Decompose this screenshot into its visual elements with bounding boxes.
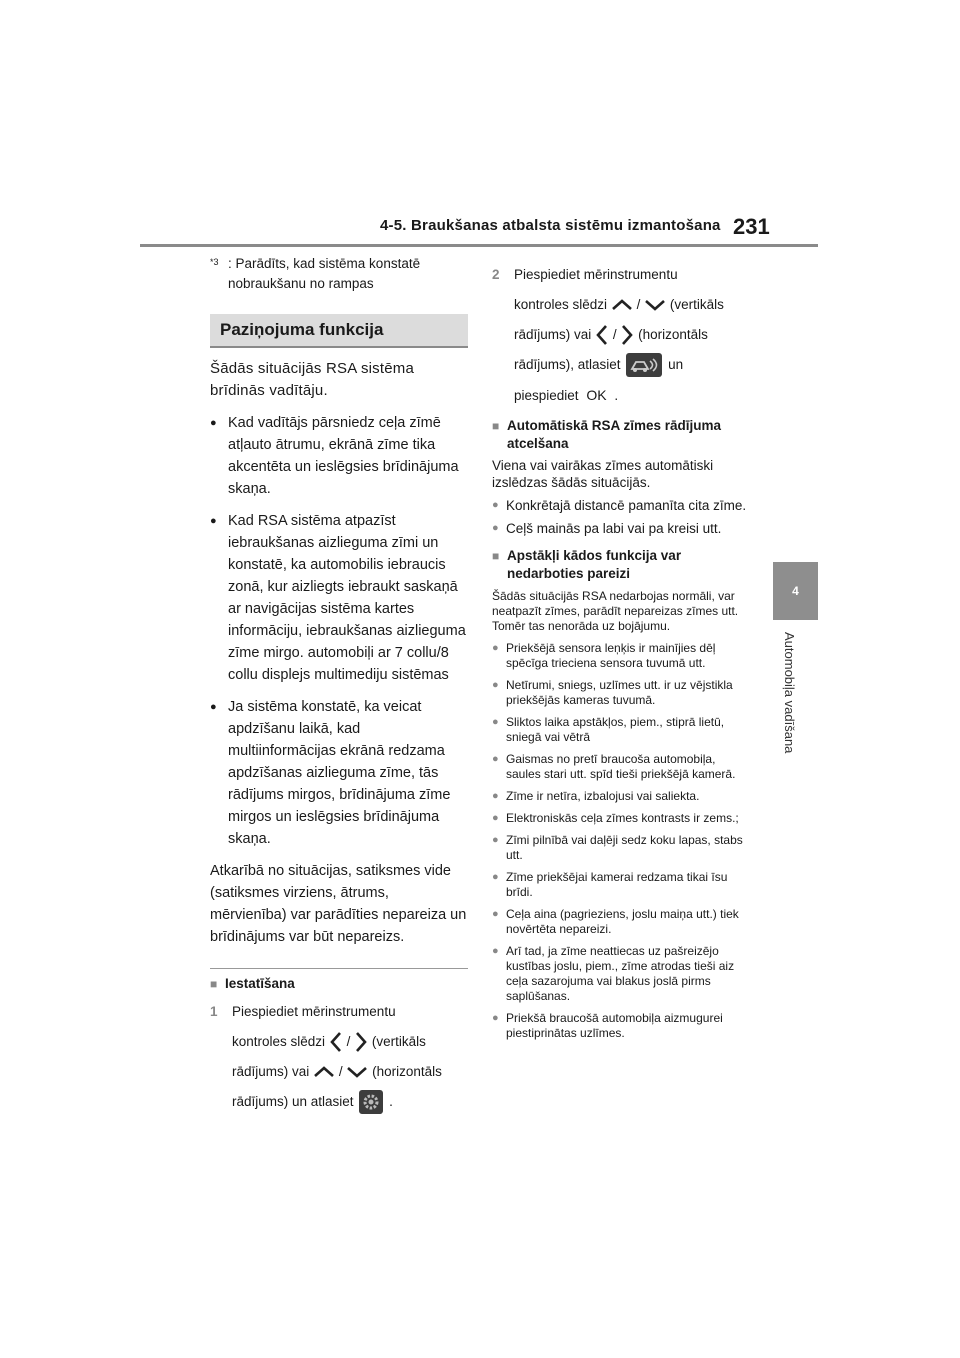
chapter-tab: 4 [773,562,818,620]
step-number: 2 [492,267,500,282]
bullet-item: ● Sliktos laika apstākļos, piem., stiprā lietū, sniegā vai vētrā [492,715,752,745]
chevron-down-icon [644,298,666,312]
step-2 [492,260,752,411]
slash: / [346,1034,351,1049]
bullet-item: ● Netīrumi, sniegs, uzlīmes utt. ir uz vējstikla priekšējās kameras tuvumā. [492,678,752,708]
ok-button-icon: OK [586,387,607,403]
step-text: (horizontāls [372,1064,442,1079]
left-column [210,254,468,1117]
slash: / [338,1064,343,1079]
header-rule [140,244,818,247]
chevron-left-icon [329,1031,343,1053]
slash: / [612,327,617,342]
step-line [232,1087,468,1117]
bullet-item: ● Priekšā braucošā automobiļa aizmugurei piestiprinātas uzlīmes. [492,1011,752,1041]
rsa-sign-icon [626,353,662,377]
step-text: rādījums) vai [232,1064,310,1079]
step-line [514,320,752,350]
bullet-item: ● Arī tad, ja zīme neattiecas uz pašreizējo kustības joslu, piem., zīme atrodas tieši aiz ceļa sazarojuma vai blakus joslā pirms saplūšanas. [492,944,752,1004]
slash: / [636,297,641,312]
settings-heading: ■ Iestatīšana [210,975,468,993]
step-text: . [389,1094,393,1109]
chevron-down-icon [346,1065,368,1079]
intro-text: Šādās situācijās RSA sistēma brīdinās vadītāju. [210,360,415,399]
limitations-heading: ■ Apstākļi kādos funkcija var nedarboties pareizi [492,547,752,583]
bullet-item: ● Kad vadītājs pārsniedz ceļa zīmē atļauto ātrumu, ekrānā zīme tika akcentēta un ieslēgsies brīdinājuma skaņa. [210,412,468,500]
auto-cancel-heading: ■ Automātiskā RSA zīmes rādījuma atcelšana [492,417,752,453]
step-text: rādījums) vai [514,327,592,342]
bullet-item: ● Priekšējā sensora leņķis ir mainījies dēļ spēcīga trieciena sensora tuvumā utt. [492,641,752,671]
chapter-label: Automobiļa vadīšana [782,632,797,754]
running-header: 4-5. Braukšanas atbalsta sistēmu izmantošana [380,217,721,234]
bullet-item: ● Elektroniskās ceļa zīmes kontrasts ir zems.; [492,811,752,826]
footnote [210,254,468,294]
bullet-item: ● Zīmi pilnībā vai daļēji sedz koku lapas, stabs utt. [492,833,752,863]
step-text: rādījums) un atlasiet [232,1094,354,1109]
limitations-body: Šādās situācijās RSA nedarbojas normāli, var neatpazīt zīmes, parādīt nepareizas zīmes utt. Tomēr tas nenorāda uz bojājumu. [492,589,739,633]
step-text: (horizontāls [638,327,708,342]
step-text: rādījums), atlasiet [514,357,621,372]
auto-cancel-body: Viena vai vairākas zīmes automātiski izslēdzas šādās situācijās. [492,458,714,490]
bullet-item: ● Kad RSA sistēma atpazīst iebraukšanas aizlieguma zīmi un konstatē, ka automobilis iebraucis zonā, kur aizliegts iebraukt saskaņā ar navigācijas sistēma kartes informāciju, iebraukšanas aizlieguma zīme mirgo. automobiļi ar 7 collu/8 collu displejs multimediju sistēmas [210,510,468,686]
step-text: kontroles slēdzi [514,297,608,312]
step-line [232,1057,468,1087]
chevron-left-icon [595,324,609,346]
step-1 [210,997,468,1117]
step-text: piespiediet [514,388,579,403]
bullet-item: ● Ceļa aina (pagrieziens, joslu maiņa utt.) tiek novērtēta nepareizi. [492,907,752,937]
right-column [492,260,752,1041]
chevron-right-icon [354,1031,368,1053]
step-text: un [668,357,684,372]
step-line [232,1027,468,1057]
bullet-item: ● Konkrētajā distancē pamanīta cita zīme. [492,497,752,514]
settings-gear-icon [359,1090,383,1114]
step-text: (vertikāls [669,297,724,312]
step-text: (vertikāls [371,1034,426,1049]
step-line [514,380,752,411]
step-text: . [614,388,619,403]
step-line: Piespiediet mērinstrumentu [232,1004,396,1019]
section-divider [210,968,468,969]
page-number: 231 [733,214,770,239]
bullet-item: ● Ja sistēma konstatē, ka veicat apdzīšanu laikā, kad multiinformācijas ekrānā redzama apdzīšanas aizlieguma zīme, tās rādījums mirgos, brīdinājuma zīme mirgos un ieslēgsies brīdinājuma skaņa. [210,696,468,850]
bullet-item: ● Zīme ir netīra, izbalojusi vai saliekta. [492,789,752,804]
step-line [514,290,752,320]
chevron-up-icon [313,1065,335,1079]
section-title: Paziņojuma funkcija [210,314,468,348]
chevron-up-icon [611,298,633,312]
note-paragraph: Atkarībā no situācijas, satiksmes vide (satiksmes virziens, ātrums, mērvienība) var parādīties nepareiza un brīdinājums var būt nepareizs. [210,863,467,945]
bullet-item: ● Zīme priekšējai kamerai redzama tikai īsu brīdi. [492,870,752,900]
step-text: kontroles slēdzi [232,1034,326,1049]
bullet-item: ● Gaismas no pretī braucoša automobiļa, saules stari utt. spīd tieši priekšējā kamerā. [492,752,752,782]
footnote-mark: *3 [210,257,219,267]
step-number: 1 [210,1004,218,1019]
step-line [514,350,752,380]
bullet-item: ● Ceļš mainās pa labi vai pa kreisi utt. [492,520,752,537]
step-line: Piespiediet mērinstrumentu [514,267,678,282]
footnote-text: : Parādīts, kad sistēma konstatē nobraukšanu no rampas [228,256,421,291]
chevron-right-icon [620,324,634,346]
